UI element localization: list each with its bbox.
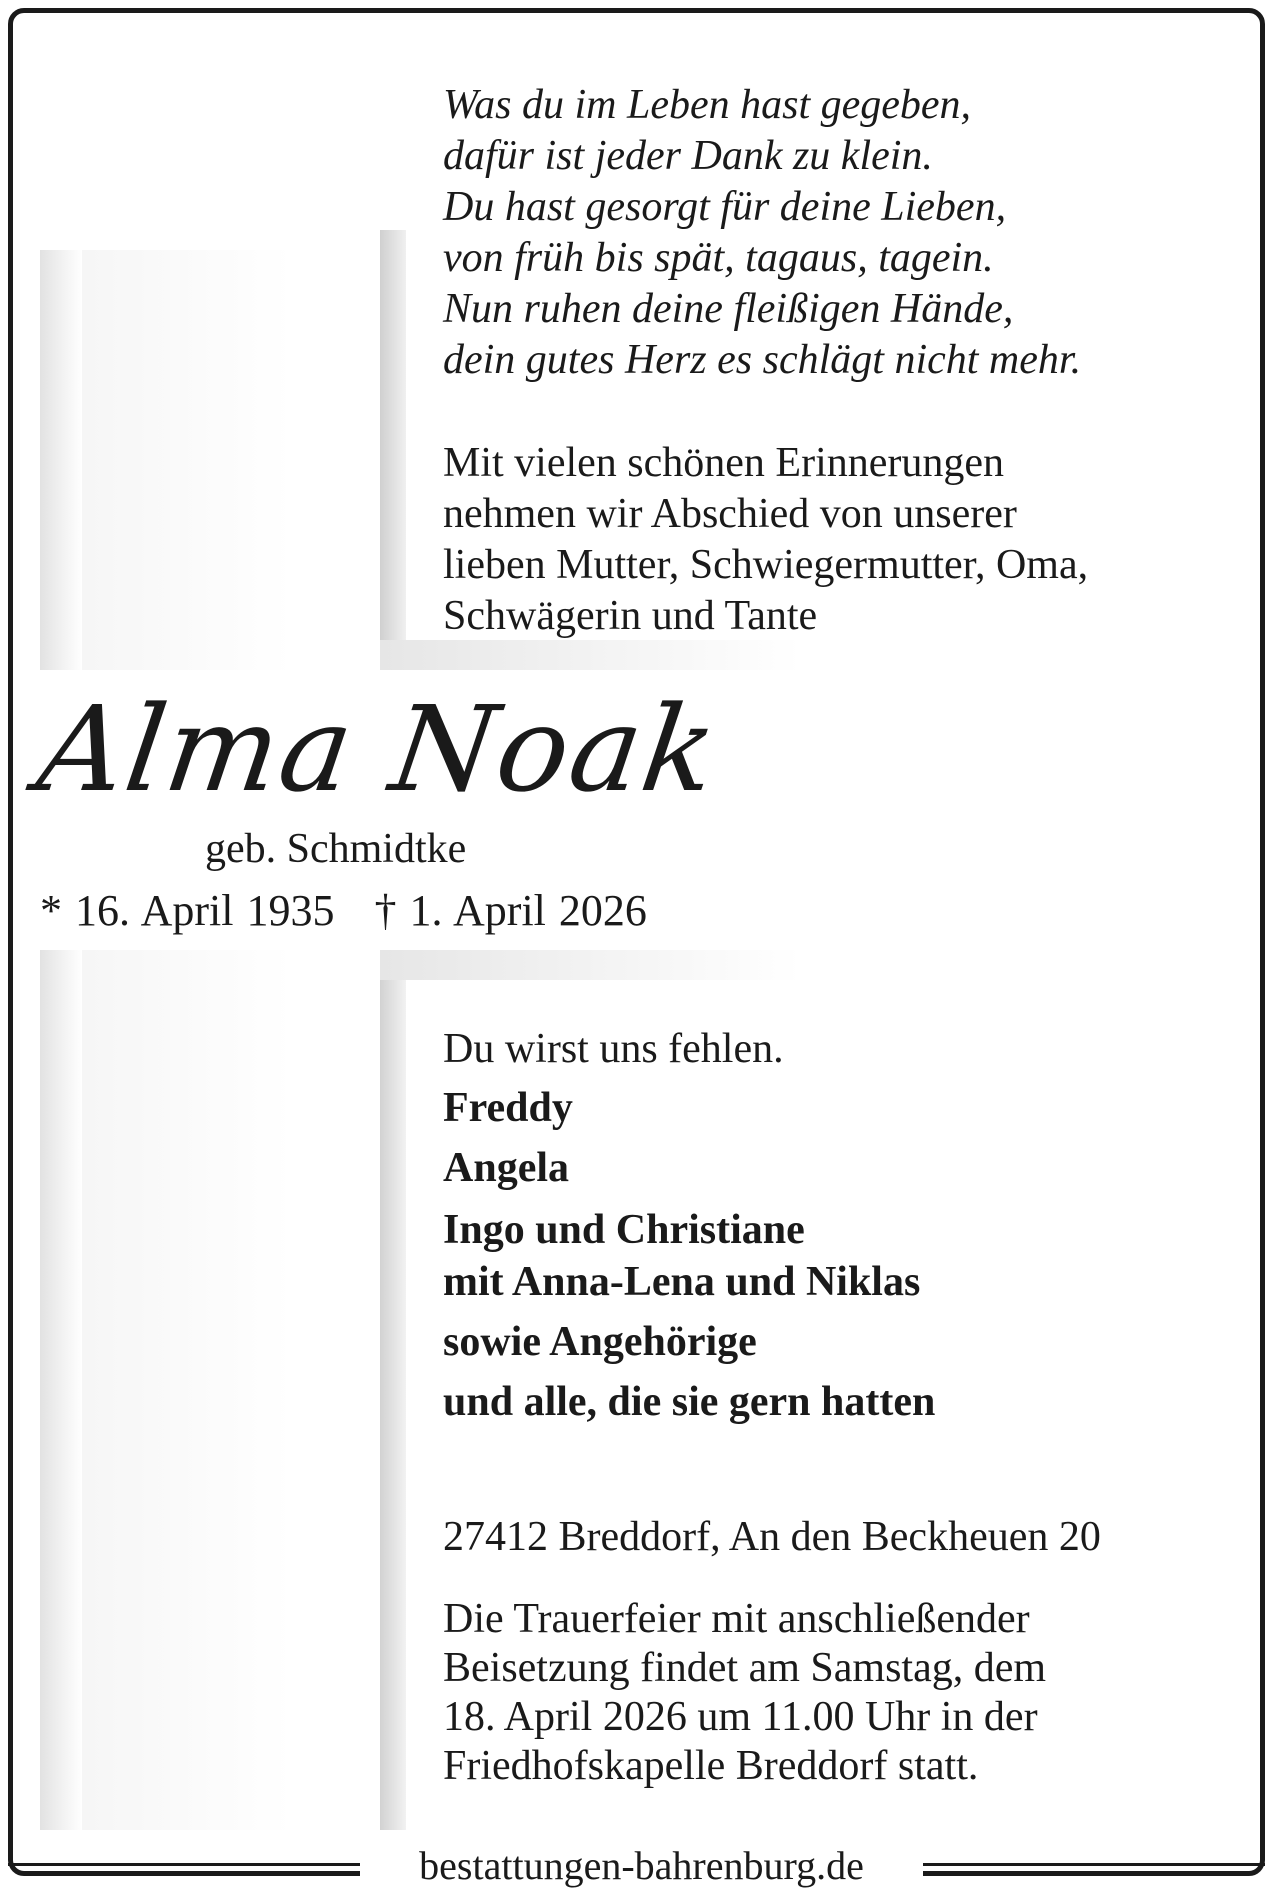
deceased-name: Alma Noak bbox=[30, 680, 727, 818]
cross-upper-right-beam bbox=[380, 230, 406, 670]
farewell-intro: Mit vielen schönen Erinnerungen nehmen wir Abschied von unserer lieben Mutter, Schwiegermutter, Oma, Schwägerin und Tante bbox=[443, 440, 1089, 639]
family-address: 27412 Breddorf, An den Beckheuen 20 bbox=[443, 1514, 1101, 1560]
cross-shadow-lower bbox=[82, 950, 382, 1830]
footer-divider-right bbox=[923, 1863, 1265, 1866]
mourner-name: Ingo und Christiane bbox=[443, 1207, 805, 1253]
cross-upper-left-beam bbox=[40, 250, 82, 670]
cross-shadow bbox=[82, 250, 382, 670]
cross-arm-shadow-lower bbox=[380, 950, 800, 980]
funeral-service-info: Die Trauerfeier mit anschließender Beisetzung findet am Samstag, dem 18. April 2026 um 11.00 Uhr in der Friedhofskapelle Breddorf statt. bbox=[443, 1596, 1047, 1789]
death-date: † 1. April 2026 bbox=[374, 886, 647, 935]
mourners-list bbox=[443, 1083, 935, 1427]
mourner-name: sowie Angehörige bbox=[443, 1319, 757, 1365]
memorial-poem: Was du im Leben hast gegeben, dafür ist jeder Dank zu klein. Du hast gesorgt für deine Lieben, von früh bis spät, tagaus, tagein. Nun ruhen deine fleißigen Hände, dein gutes Herz es schlägt nicht mehr. bbox=[443, 82, 1082, 383]
birth-name: geb. Schmidtke bbox=[205, 826, 467, 872]
mourner-name: Freddy bbox=[443, 1085, 573, 1131]
cross-lower-right-beam bbox=[380, 950, 406, 1830]
cross-arm-shadow bbox=[380, 640, 800, 670]
mourner-name: und alle, die sie gern hatten bbox=[443, 1379, 936, 1425]
footer-divider-left bbox=[8, 1863, 360, 1866]
mourner-name: Angela bbox=[443, 1145, 569, 1191]
farewell-line: Du wirst uns fehlen. bbox=[443, 1026, 784, 1072]
funeral-home-website: bestattungen-bahrenburg.de bbox=[360, 1843, 923, 1889]
cross-lower-left-beam bbox=[40, 950, 82, 1830]
mourner-name: mit Anna-Lena und Niklas bbox=[443, 1259, 921, 1305]
birth-date: * 16. April 1935 bbox=[40, 886, 335, 935]
life-dates bbox=[40, 885, 647, 936]
